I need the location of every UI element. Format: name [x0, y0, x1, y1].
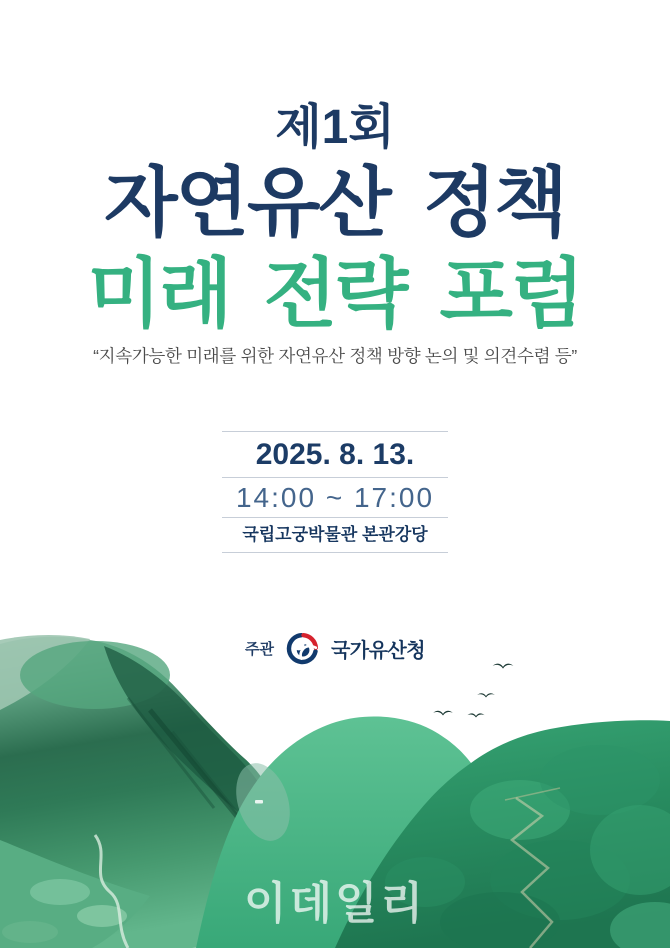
organizer-name: 국가유산청: [330, 639, 426, 662]
main-title-line2: 미래 전략 포럼: [87, 252, 583, 337]
event-venue: 국립고궁박물관 본관강당: [242, 525, 428, 544]
event-time: 14:00 ~ 17:00: [235, 482, 435, 513]
bird-icon: [493, 664, 514, 669]
event-date: [222, 432, 448, 477]
edition-title: 제1회: [275, 101, 395, 154]
event-date-day: 8. 13.: [339, 438, 415, 471]
bird-icon: [433, 711, 453, 716]
event-date-year: 2025.: [255, 438, 331, 471]
bird-icon: [477, 693, 495, 697]
organizer-label: 주관: [244, 640, 274, 658]
divider-bottom: [222, 552, 448, 553]
bird-icon: [467, 713, 484, 717]
event-info-panel: [222, 431, 448, 553]
main-title-line1: 자연유산 정책: [104, 161, 566, 246]
press-logo: 이데일리: [243, 879, 426, 928]
subtitle-quote: “지속가능한 미래를 위한 자연유산 정책 방향 논의 및 의견수렴 등”: [93, 346, 577, 366]
